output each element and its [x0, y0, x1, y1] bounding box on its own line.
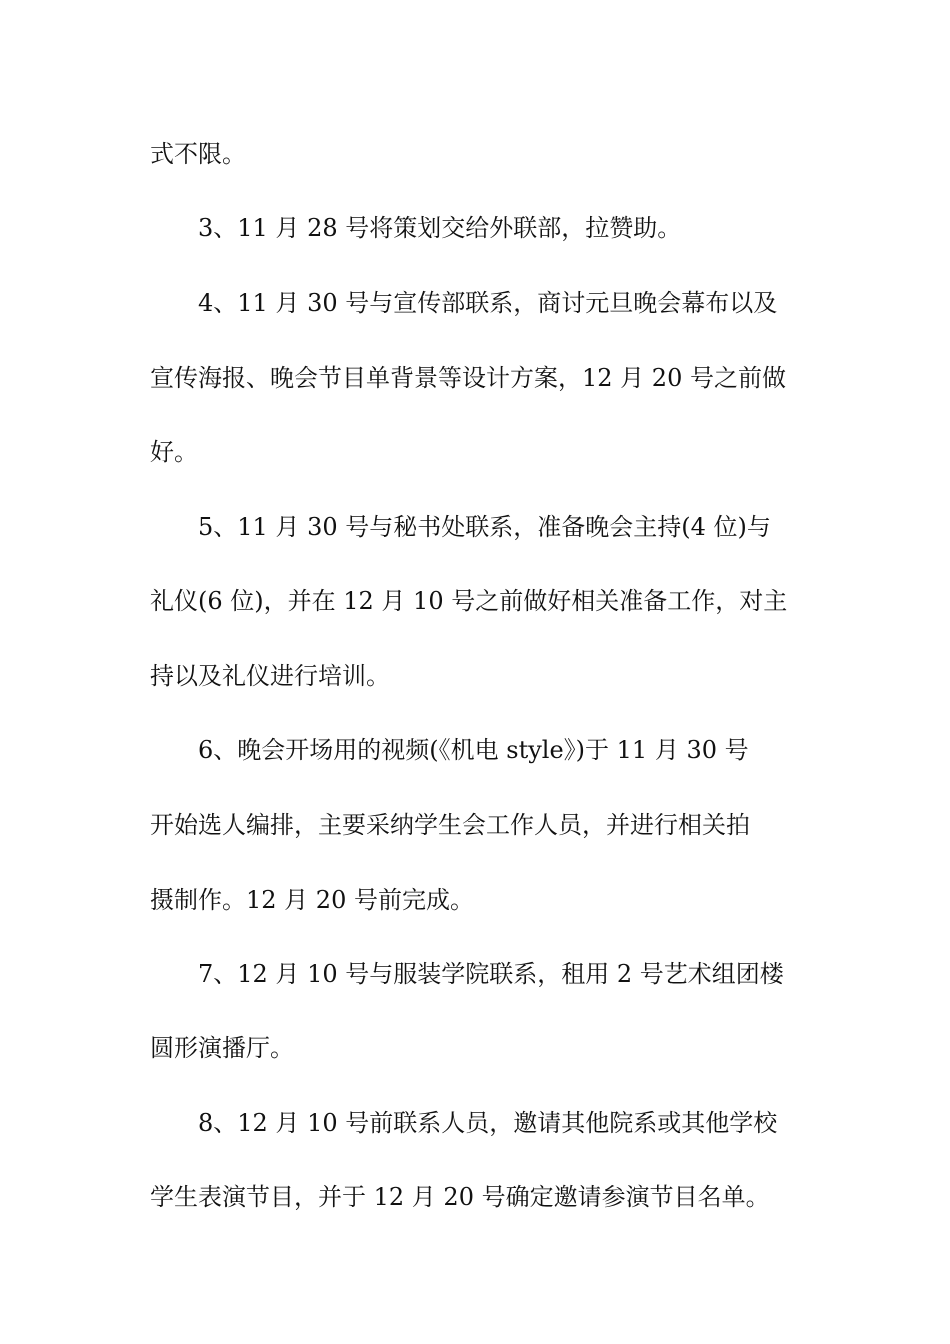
- text-line: 3、11 月 28 号将策划交给外联部，拉赞助。: [198, 214, 682, 242]
- text-line: 宣传海报、晚会节目单背景等设计方案，12 月 20 号之前做: [150, 364, 786, 392]
- text-line: 7、12 月 10 号与服装学院联系，租用 2 号艺术组团楼: [198, 960, 784, 988]
- text-line: 持以及礼仪进行培训。: [150, 662, 390, 690]
- text-line: 开始选人编排，主要采纳学生会工作人员，并进行相关拍: [150, 811, 750, 839]
- text-line: 圆形演播厅。: [150, 1034, 294, 1062]
- text-line: 8、12 月 10 号前联系人员，邀请其他院系或其他学校: [198, 1109, 778, 1137]
- text-line: 好。: [150, 438, 198, 466]
- text-line: 6、晚会开场用的视频(《机电 style》)于 11 月 30 号: [198, 736, 749, 764]
- text-line: 4、11 月 30 号与宣传部联系，商讨元旦晚会幕布以及: [198, 289, 778, 317]
- text-line: 学生表演节目，并于 12 月 20 号确定邀请参演节目名单。: [150, 1183, 770, 1211]
- text-line: 礼仪(6 位)，并在 12 月 10 号之前做好相关准备工作，对主: [150, 587, 788, 615]
- text-line: 式不限。: [150, 140, 246, 168]
- text-line: 5、11 月 30 号与秘书处联系，准备晚会主持(4 位)与: [198, 513, 771, 541]
- text-line: 摄制作。12 月 20 号前完成。: [150, 886, 474, 914]
